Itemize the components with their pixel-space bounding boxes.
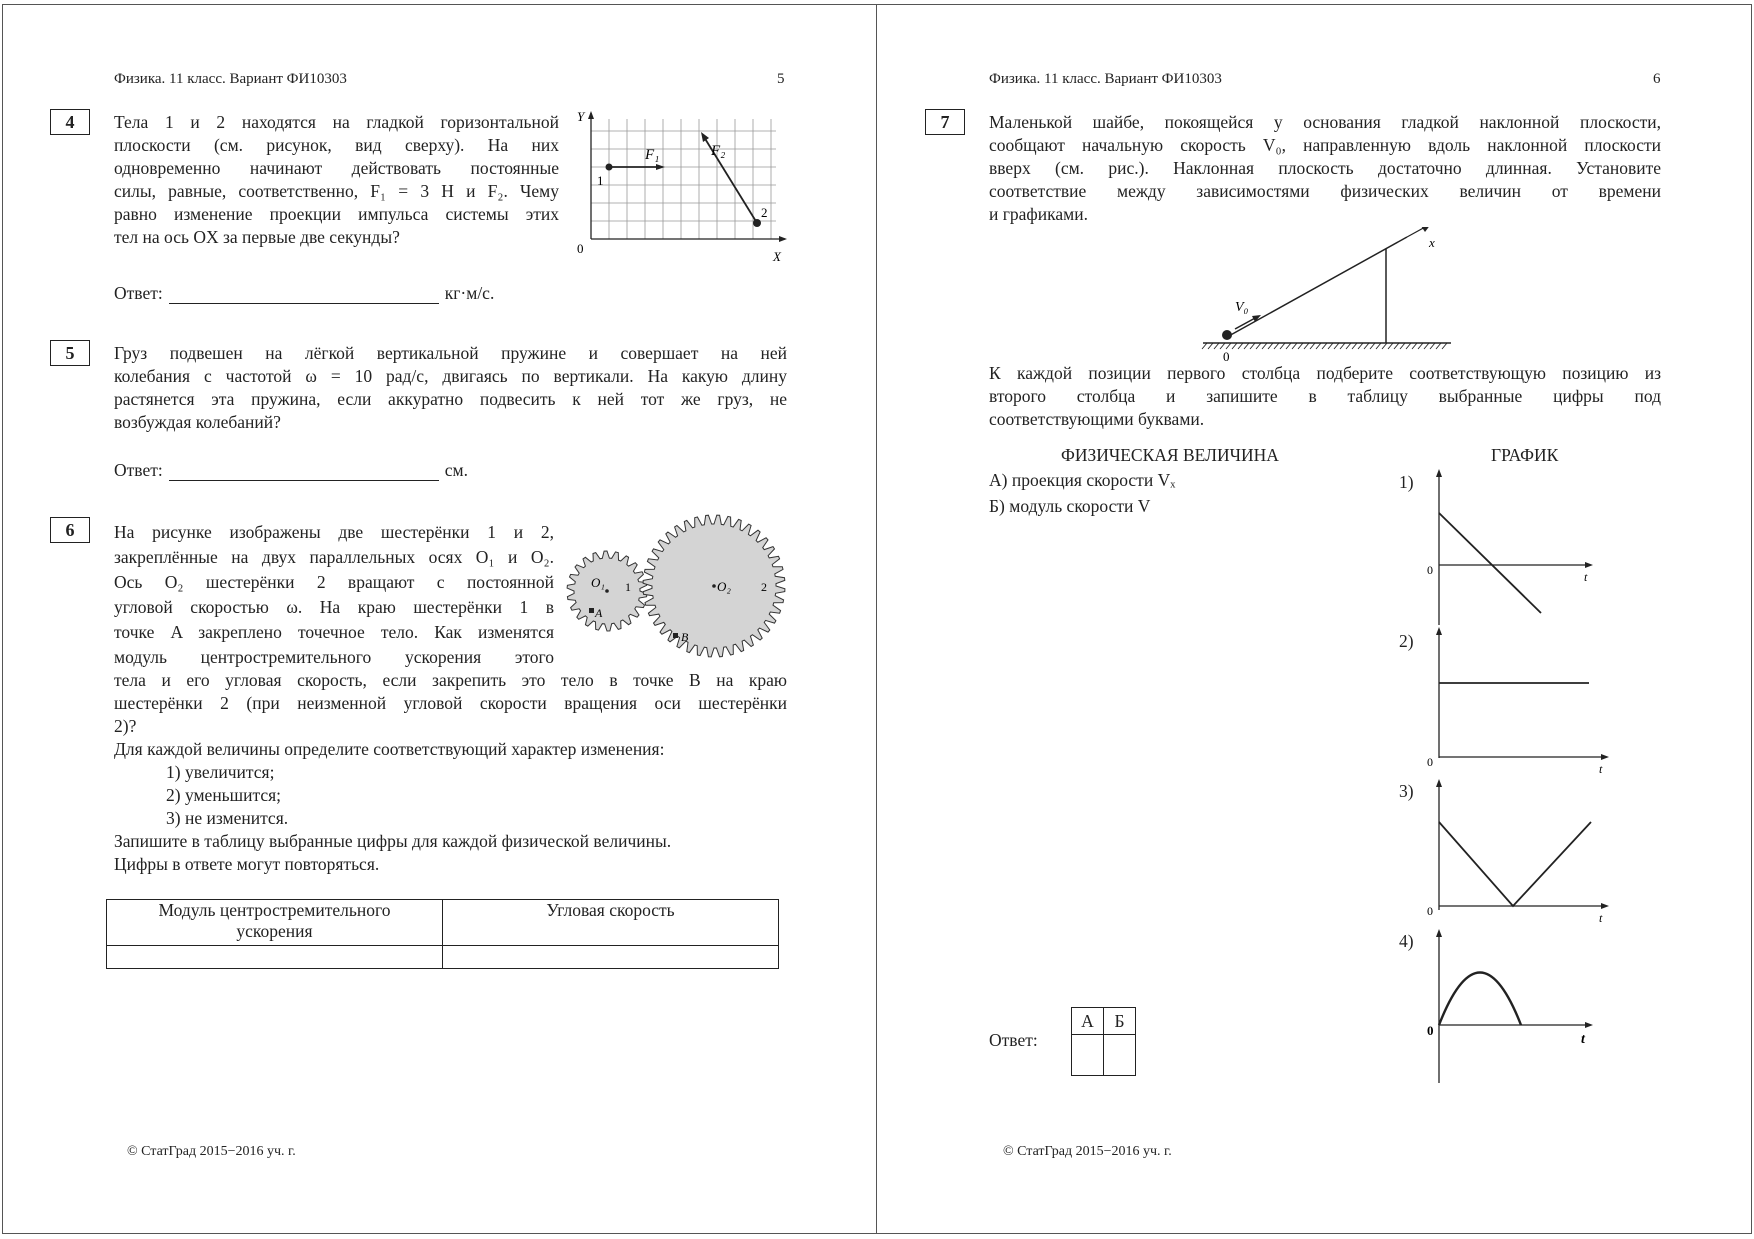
text-line: вверх (см. рис.). Наклонная плоскость достаточно длинная. Установите [989,158,1661,178]
text-line: и графиками. [989,204,1088,224]
hatch-line [1202,343,1207,349]
table-header-angular-velocity: Угловая скорость [443,900,779,946]
right-page [876,4,1752,1234]
text-line: одновременно начинают действовать постоянные [114,158,559,178]
answer-cell-acceleration[interactable] [107,946,443,969]
text-line: Цифры в ответе могут повторяться. [114,854,380,874]
y-axis-arrow-icon [588,111,594,119]
graph-origin: 0 [1427,563,1433,577]
answer-input-4[interactable] [169,285,439,304]
hatch-line [1334,343,1339,349]
v0-label: V₀ [1235,300,1249,315]
page-footer: © СтатГрад 2015−2016 уч. г. [1003,1144,1172,1159]
hatch-line [1364,343,1369,349]
graph-2 [1423,623,1613,773]
text-line: возбуждая колебаний? [114,412,281,432]
x-axis-arrow-icon [779,236,787,242]
text-line: Груз подвешен на лёгкой вертикальной пружине и совершает на ней [114,343,787,363]
graph-4-label: 4) [1399,931,1414,951]
hatch-line [1244,343,1249,349]
axis-arrow-icon [1436,779,1442,787]
hatch-line [1358,343,1363,349]
graph-t-label: t [1599,762,1603,773]
text-line: шестерёнки 2 (при неизменной угловой скорости вращения оси шестерёнки [114,693,787,713]
page-number: 6 [1653,71,1661,87]
page-footer: © СтатГрад 2015−2016 уч. г. [127,1144,296,1159]
body-1-label: 1 [597,173,604,188]
hatch-line [1424,343,1429,349]
option-item: 3) не изменится. [166,808,289,828]
hatch-line [1262,343,1267,349]
hatch-line [1346,343,1351,349]
o2-label: O₂ [717,579,731,594]
graph-1-curve [1439,513,1541,613]
x-axis-arrow-icon [1421,227,1431,232]
question-number-6: 6 [50,517,90,543]
question-4-answer [114,283,494,304]
point-a-marker [589,608,594,613]
text-line: Тела 1 и 2 находятся на гладкой горизонтальной [114,112,559,132]
graph-t-label: t [1584,570,1588,584]
o2-axis-dot [712,584,716,588]
gear-1-label: 1 [625,580,631,594]
hatch-line [1292,343,1297,349]
graph-1-label: 1) [1399,472,1414,492]
axis-arrow-icon [1436,627,1442,635]
graph-1 [1423,465,1603,625]
text-line: соответствие между зависимостями физических величин от времени [989,181,1661,201]
answer-cell-angular-velocity[interactable] [443,946,779,969]
question-5-text [114,342,787,434]
text-line: Ось O₂ шестерёнки 2 вращают с постоянной [114,572,554,592]
text-line: угловой скоростью ω. На краю шестерёнки 1 в [114,597,554,617]
quantity-b: Б) модуль скорости V [989,496,1151,516]
text-line: соответствующими буквами. [989,409,1205,429]
answer-unit: кг·м/с. [444,283,495,303]
text-line: равно изменение проекции импульса системы этих [114,204,559,224]
hatch-line [1352,343,1357,349]
text-line: Запишите в таблицу выбранные цифры для каждой физической величины. [114,831,672,851]
incline-plane [1227,237,1407,337]
text-line: К каждой позиции первого столбца подберите соответствующую позицию из [989,363,1661,383]
x-axis-label: x [1429,235,1435,250]
graph-3-curve [1439,822,1591,906]
answer-cell-b[interactable] [1104,1035,1136,1076]
incline-figure [1197,227,1457,367]
hatch-line [1298,343,1303,349]
hatch-line [1208,343,1213,349]
hatch-line [1286,343,1291,349]
hatch-line [1442,343,1447,349]
graph-origin: 0 [1427,1023,1434,1038]
hatch-line [1382,343,1387,349]
text-line: плоскости (см. рисунок, вид сверху). На них [114,135,559,155]
answer-letter-b: Б [1104,1008,1136,1035]
body-2-label: 2 [761,205,768,220]
question-number-7: 7 [925,109,965,135]
text-line: растянется эта пружина, если аккуратно подвесить к ней тот же груз, не [114,389,787,409]
question-number-5: 5 [50,340,90,366]
point-b-label: B [681,630,689,644]
column-header-graph: ГРАФИК [1491,445,1559,465]
f2-label: F₂ [711,143,726,159]
question-7-text [989,111,1661,226]
hatch-line [1268,343,1273,349]
point-b-marker [673,633,678,638]
question-7-instruction [989,362,1661,431]
hatch-line [1328,343,1333,349]
graph-4-curve [1439,973,1521,1026]
origin-label: 0 [577,241,584,256]
ground-hatching [1202,343,1447,349]
hatch-line [1388,343,1393,349]
hatch-line [1250,343,1255,349]
quantity-a: А) проекция скорости Vₓ [989,470,1176,490]
grid-lines [591,119,776,239]
graph-t-label: t [1581,1032,1585,1047]
question-6-text-narrow [114,520,554,670]
o1-axis-dot [605,589,609,593]
question-number-4: 4 [50,109,90,135]
gear-2-label: 2 [761,580,767,594]
hatch-line [1238,343,1243,349]
x-axis-label: X [773,249,781,264]
y-axis-label: Y [577,109,585,124]
column-header-quantity: ФИЗИЧЕСКАЯ ВЕЛИЧИНА [1061,445,1279,465]
hatch-line [1406,343,1411,349]
text-line: 2)? [114,716,137,736]
axis-arrow-icon [1601,903,1609,909]
instruction-line: Для каждой величины определите соответствующий характер изменения: [114,739,665,759]
text-line: модуль центростремительного ускорения этого [114,647,554,667]
text-line: колебания с частотой ω = 10 рад/с, двигаясь по вертикали. На какую длину [114,366,787,386]
hatch-line [1430,343,1435,349]
answer-label: Ответ: [114,460,163,480]
text-line: тел на ось OX за первые две секунды? [114,227,400,247]
answer-label: Ответ: [114,283,163,303]
f1-label: F₁ [645,147,660,163]
force-f1-arrow-icon [656,164,665,170]
graph-3-label: 3) [1399,781,1414,801]
gears-figure [559,513,789,665]
hatch-line [1232,343,1237,349]
graph-origin: 0 [1427,755,1433,769]
page-number: 5 [777,71,785,87]
text-line: второго столбца и запишите в таблицу выбранные цифры под [989,386,1661,406]
hatch-line [1280,343,1285,349]
graph-origin: 0 [1427,904,1433,918]
axis-arrow-icon [1436,929,1442,937]
hatch-line [1310,343,1315,349]
page-header: Физика. 11 класс. Вариант ФИ10303 [989,71,1222,87]
hatch-line [1340,343,1345,349]
answer-cell-a[interactable] [1072,1035,1104,1076]
hatch-line [1322,343,1327,349]
hatch-line [1304,343,1309,349]
hatch-line [1436,343,1441,349]
puck [1222,330,1232,340]
axis-arrow-icon [1585,1022,1593,1028]
point-a-label: A [595,606,603,620]
question-7-answer-table [1071,1007,1136,1076]
graph-3 [1423,775,1613,925]
question-4-text [114,111,559,249]
option-item: 2) уменьшится; [166,785,282,805]
question-6-answer-table [106,899,779,969]
hatch-line [1256,343,1261,349]
text-line: точке A закреплено точечное тело. Как изменятся [114,622,554,642]
hatch-line [1412,343,1417,349]
force-f2-arrow-icon [701,132,709,142]
option-item: 1) увеличится; [166,762,275,782]
o1-label: O₁ [591,575,605,590]
hatch-line [1370,343,1375,349]
text-line: сообщают начальную скорость V₀, направленную вдоль наклонной плоскости [989,135,1661,155]
hatch-line [1400,343,1405,349]
graph-4 [1423,925,1613,1085]
graph-2-label: 2) [1399,631,1414,651]
text-line: тела и его угловая скорость, если закрепить это тело в точке B на краю [114,670,787,690]
hatch-line [1214,343,1219,349]
text-line: силы, равные, соответственно, F₁ = 3 Н и F₂. Чему [114,181,559,201]
left-page [2,4,878,1234]
answer-letter-a: А [1072,1008,1104,1035]
text-line: На рисунке изображены две шестерёнки 1 и 2, [114,522,554,542]
hatch-line [1418,343,1423,349]
axis-arrow-icon [1436,469,1442,477]
question-6-text-wide [114,669,787,876]
hatch-line [1316,343,1321,349]
question-7-answer-label: Ответ: [989,1030,1038,1050]
question-5-answer [114,460,468,481]
table-header-acceleration: Модуль центростремительного ускорения [107,900,443,946]
hatch-line [1394,343,1399,349]
text-line: закреплённые на двух параллельных осях O₁ и O₂. [114,547,554,567]
answer-input-5[interactable] [169,462,439,481]
text-line: Маленькой шайбе, покоящейся у основания гладкой наклонной плоскости, [989,112,1661,132]
hatch-line [1274,343,1279,349]
answer-unit: см. [444,460,468,480]
graph-t-label: t [1599,911,1603,925]
axis-arrow-icon [1585,562,1593,568]
hatch-line [1376,343,1381,349]
origin-label: 0 [1223,349,1230,364]
axis-arrow-icon [1601,754,1609,760]
page-header: Физика. 11 класс. Вариант ФИ10303 [114,71,347,87]
force-grid-figure [571,109,793,269]
